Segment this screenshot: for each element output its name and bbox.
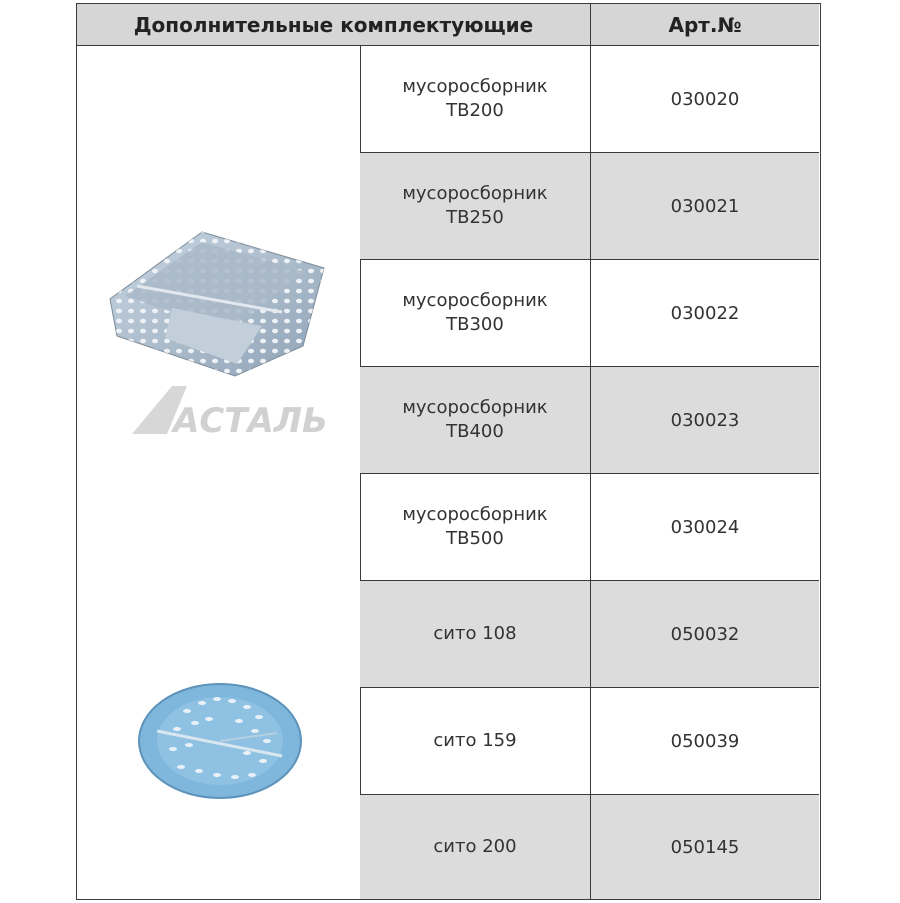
table-row bbox=[360, 795, 590, 899]
table-row bbox=[360, 688, 590, 795]
item-name: мусоросборник TB300 bbox=[402, 290, 548, 335]
item-name: мусоросборник TB500 bbox=[402, 504, 548, 549]
item-article: 030022 bbox=[590, 260, 819, 367]
table-row bbox=[360, 153, 590, 260]
perforated-basket-image bbox=[77, 46, 360, 581]
item-article: 050039 bbox=[590, 688, 819, 795]
round-sieve-image bbox=[77, 581, 360, 899]
table-row bbox=[360, 581, 590, 688]
header-accessories: Дополнительные комплектующие bbox=[77, 4, 590, 46]
item-article: 050145 bbox=[590, 795, 819, 899]
table-row bbox=[360, 260, 590, 367]
item-article: 050032 bbox=[590, 581, 819, 688]
sieve-image-cell bbox=[77, 581, 361, 899]
table-row bbox=[360, 367, 590, 474]
item-article: 030023 bbox=[590, 367, 819, 474]
watermark-logo bbox=[132, 386, 328, 441]
accessories-table bbox=[76, 3, 821, 900]
svg-text:АСТАЛЬ: АСТАЛЬ bbox=[173, 401, 328, 441]
item-article: 030020 bbox=[590, 46, 819, 153]
item-name: сито 159 bbox=[433, 730, 517, 751]
basket-image-cell bbox=[77, 46, 361, 582]
item-name: мусоросборник TB250 bbox=[402, 183, 548, 228]
item-name: мусоросборник TB200 bbox=[402, 76, 548, 121]
header-article: Арт.№ bbox=[590, 4, 819, 46]
item-name: сито 108 bbox=[433, 623, 517, 644]
item-name: мусоросборник TB400 bbox=[402, 397, 548, 442]
table-row bbox=[360, 474, 590, 581]
item-name: сито 200 bbox=[433, 836, 517, 857]
item-article: 030021 bbox=[590, 153, 819, 260]
table-row bbox=[360, 46, 590, 153]
item-article: 030024 bbox=[590, 474, 819, 581]
